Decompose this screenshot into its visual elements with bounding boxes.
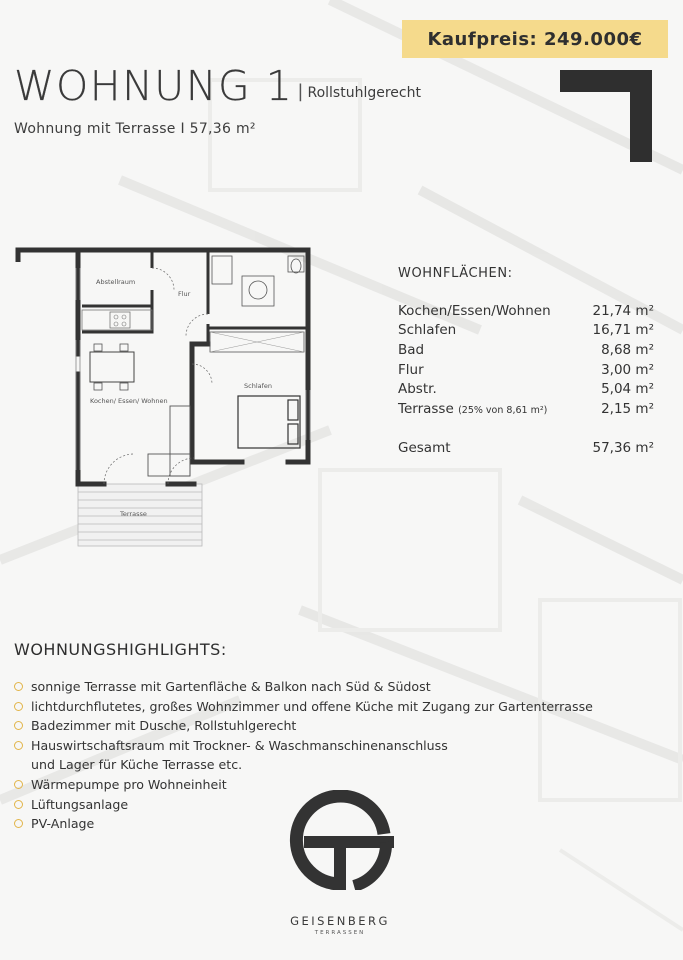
area-row — [398, 399, 654, 419]
area-total-label: Gesamt — [398, 440, 451, 457]
list-item — [14, 697, 593, 717]
area-label: Abstr. — [398, 381, 437, 398]
area-value: 2,15 m² — [601, 400, 654, 417]
room-label-terrace: Terrasse — [120, 510, 147, 518]
bullet-circle-icon — [14, 721, 23, 730]
area-value: 21,74 m² — [592, 302, 654, 319]
title-separator: | — [297, 81, 304, 102]
highlight-text: PV-Anlage — [31, 816, 95, 832]
area-table — [398, 266, 654, 458]
highlight-text: sonnige Terrasse mit Gartenfläche & Balkon nach Süd & Südost — [31, 679, 431, 694]
area-value: 3,00 m² — [601, 361, 654, 378]
area-row — [398, 301, 654, 321]
highlight-text: Hauswirtschaftsraum mit Trockner- & Waschmanschinenanschluss — [31, 737, 448, 753]
title-block — [14, 62, 421, 110]
area-row — [398, 379, 654, 399]
highlight-text: Lüftungsanlage — [31, 796, 129, 812]
area-total-value: 57,36 m² — [592, 440, 654, 457]
list-item — [14, 736, 593, 756]
logo-subtitle: TERRASSEN — [314, 930, 366, 936]
highlights-title: WOHNUNGSHIGHLIGHTS: — [14, 640, 227, 659]
highlight-text: lichtdurchflutetes, großes Wohnzimmer und offene Küche mit Zugang zur Gartenterrasse — [31, 698, 593, 714]
bullet-circle-icon — [14, 780, 23, 789]
bullet-circle-icon — [14, 702, 23, 711]
room-label-hall: Flur — [178, 290, 191, 298]
page-title: WOHNUNG 1 — [14, 62, 294, 110]
area-value: 8,68 m² — [601, 341, 654, 358]
price-badge: Kaufpreis: 249.000€ — [402, 20, 668, 58]
area-label: Flur — [398, 361, 424, 378]
area-row — [398, 340, 654, 360]
bullet-circle-icon — [14, 819, 23, 828]
highlight-text: Badezimmer mit Dusche, Rollstuhlgerecht — [31, 718, 297, 734]
area-label: Schlafen — [398, 322, 457, 339]
highlight-text: Wärmepumpe pro Wohneinheit — [31, 776, 227, 792]
bullet-circle-icon — [14, 800, 23, 809]
list-item — [14, 716, 593, 736]
area-row — [398, 321, 654, 341]
area-label: Kochen/Essen/Wohnen — [398, 302, 551, 319]
list-item — [14, 677, 593, 697]
title-suffix: Rollstuhlgerecht — [307, 85, 421, 101]
bullet-circle-icon — [14, 741, 23, 750]
bullet-circle-icon — [14, 682, 23, 691]
area-total-row — [398, 439, 654, 459]
corner-bracket-icon — [560, 70, 652, 162]
area-label-text: Terrasse — [398, 400, 454, 417]
floor-plan — [12, 240, 312, 550]
area-note: (25% von 8,61 m²) — [458, 404, 548, 416]
area-label: Bad — [398, 341, 425, 358]
area-value: 5,04 m² — [601, 381, 654, 398]
page-subtitle: Wohnung mit Terrasse I 57,36 m² — [14, 121, 256, 137]
area-value: 16,71 m² — [592, 322, 654, 339]
room-label-bedroom: Schlafen — [244, 382, 273, 390]
logo-name: GEISENBERG — [290, 914, 390, 928]
list-item-continuation: und Lager für Küche Terrasse etc. — [31, 757, 243, 773]
area-row — [398, 360, 654, 380]
geisenberg-logo-icon — [274, 790, 404, 890]
room-label-living: Kochen/ Essen/ Wohnen — [90, 397, 168, 405]
area-table-title: WOHNFLÄCHEN: — [398, 266, 513, 281]
room-label-storage: Abstellraum — [96, 278, 136, 286]
area-label — [398, 401, 547, 417]
